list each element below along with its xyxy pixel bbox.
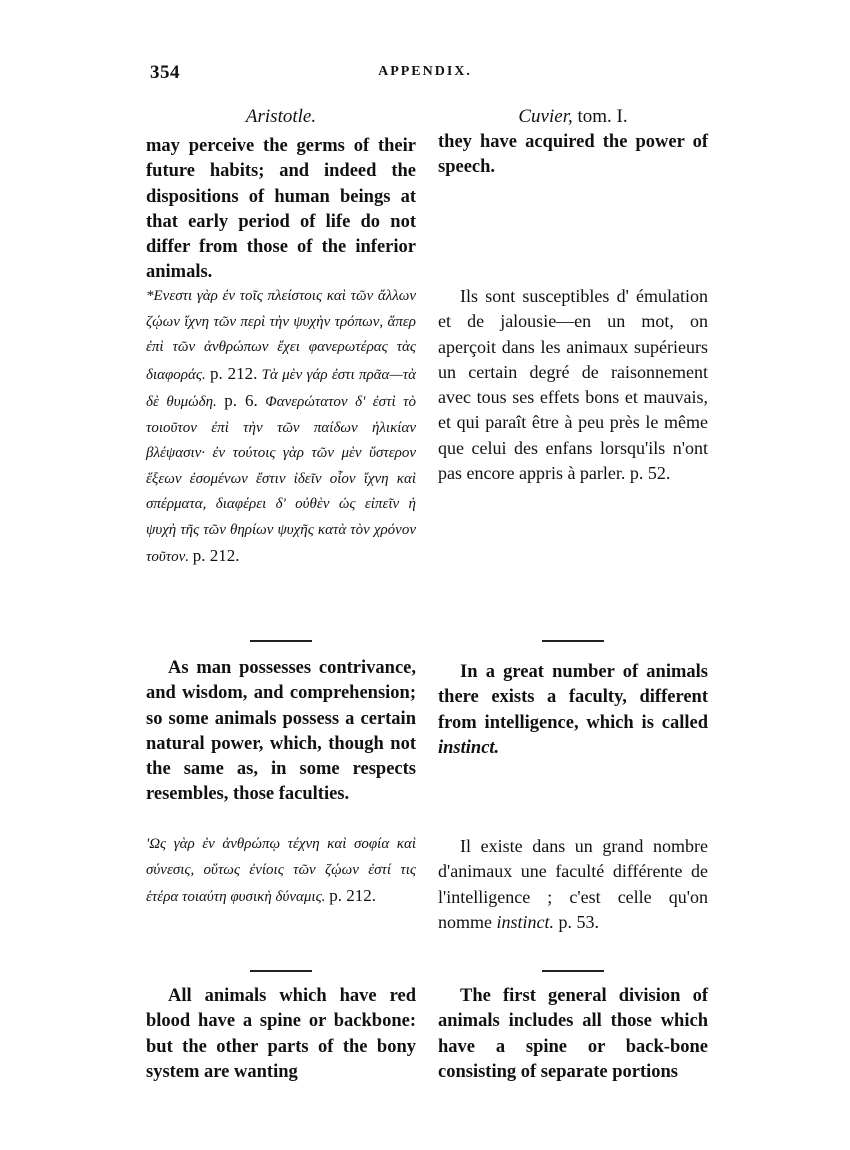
right-english-2-instinct: instinct. — [438, 737, 500, 758]
left-english-paragraph-2: As man possesses contrivance, and wisdom, and comprehension; so some animals possess a certain natural power, which, though not the same as, in some respects resembles, those faculties. — [146, 658, 416, 805]
right-column-heading — [438, 104, 708, 130]
page-number: 354 — [150, 62, 180, 83]
right-heading-name: Cuvier, — [518, 106, 573, 127]
left-english-paragraph-3: All animals which have red blood have a spine or backbone: but the other parts of the bony system are wanting — [146, 986, 416, 1082]
greek-text-1a: *Ενεστι γὰρ ἐν τοῖς πλείστοις καὶ τῶν ἄλλων ζῴων ἴχνη τῶν περὶ τὴν ψυχὴν τρόπων, ἅπερ ἐπὶ τῶν ἀνθρώπων ἔχει φανερωτέρας τὰς διαφοράς. — [146, 288, 416, 383]
left-greek-block-2 — [146, 832, 416, 911]
right-column — [438, 104, 708, 1082]
right-english-paragraph-2 — [438, 660, 708, 761]
right-french-2-text: Il existe dans un grand nombre d'animaux une faculté différente de l'intelligence ; c'est celle qu'on nomme — [438, 836, 708, 932]
right-block-2 — [438, 660, 708, 761]
greek-ref-1a: p. 212. — [210, 363, 258, 383]
right-french-block-1 — [438, 284, 708, 486]
left-divider-1 — [146, 640, 416, 642]
greek-text-1c: Φανερώτατον δ' ἐστὶ τὸ τοιοῦτον ἐπὶ τὴν τῶν παίδων ἡλικίαν βλέψασιν· ἐν τούτοις γὰρ τῶν μὲν ὕστερον ἕξεων ἐσομένων ἔστιν ἰδεῖν οἷον ἴχνη καὶ σπέρματα, διαφέρει δ' οὐθὲν ὡς εἰπεῖν ἡ ψυχὴ τῆς τῶν θηρίων ψυχῆς κατὰ τὸν χρόνον τοῦτον. — [146, 394, 416, 565]
left-block-2 — [146, 656, 416, 808]
running-head: APPENDIX. — [378, 64, 472, 79]
left-greek-quote-1 — [146, 284, 416, 571]
right-english-2-text: In a great number of animals there exists a faculty, different from intelligence, which is called — [438, 662, 708, 733]
greek-ref-2: p. 212. — [329, 886, 376, 905]
right-french-2-instinct: instinct. — [496, 911, 554, 932]
left-english-paragraph-1: may perceive the germs of their future habits; and indeed the dispositions of human beings at that early period of life do not differ from those of the inferior animals. — [146, 136, 416, 283]
right-english-paragraph-3: The first general division of animals includes all those which have a spine or back-bone consisting of separate portions — [438, 986, 708, 1082]
right-french-2-ref: p. 53. — [558, 911, 599, 932]
right-french-quote-2 — [438, 834, 708, 935]
left-divider-2 — [146, 970, 416, 972]
left-greek-quote-2 — [146, 832, 416, 911]
left-column-heading: Aristotle. — [245, 106, 317, 127]
greek-text-2: 'Ως γὰρ ἐν ἀνθρώπῳ τέχνη καὶ σοφία καὶ σύνεσις, οὕτως ἐνίοις τῶν ζῴων ἐστί τις ἑτέρα τοιαύτη φυσικὴ δύναμις. — [146, 836, 416, 905]
right-heading-volume: tom. I. — [577, 106, 628, 127]
greek-ref-1b: p. 6. — [224, 391, 258, 410]
left-block-1 — [146, 134, 416, 286]
greek-ref-1c: p. 212. — [192, 546, 240, 565]
left-block-3 — [146, 984, 416, 1085]
left-greek-block-1 — [146, 284, 416, 571]
right-block-3 — [438, 984, 708, 1085]
right-french-quote-1: Ils sont susceptibles d' émulation et de jalousie—en un mot, on aperçoit dans les animaux supérieurs un certain degré de raisonnement avec tous ses effets bons et mauvais, et qui paraît être à peu près le même que celui des enfans lorsqu'ils n'ont pas encore appris à parler. p. 52. — [438, 286, 708, 484]
right-divider-1 — [438, 640, 708, 642]
left-column — [146, 104, 416, 1082]
right-french-block-2 — [438, 834, 708, 935]
right-english-paragraph-1: they have acquired the power of speech. — [438, 132, 708, 178]
greek-text-1b: Τὰ μὲν γάρ ἐστι πρᾶα—τὰ δὲ θυμώδη. — [146, 366, 416, 410]
right-block-1 — [438, 130, 708, 181]
right-divider-2 — [438, 970, 708, 972]
